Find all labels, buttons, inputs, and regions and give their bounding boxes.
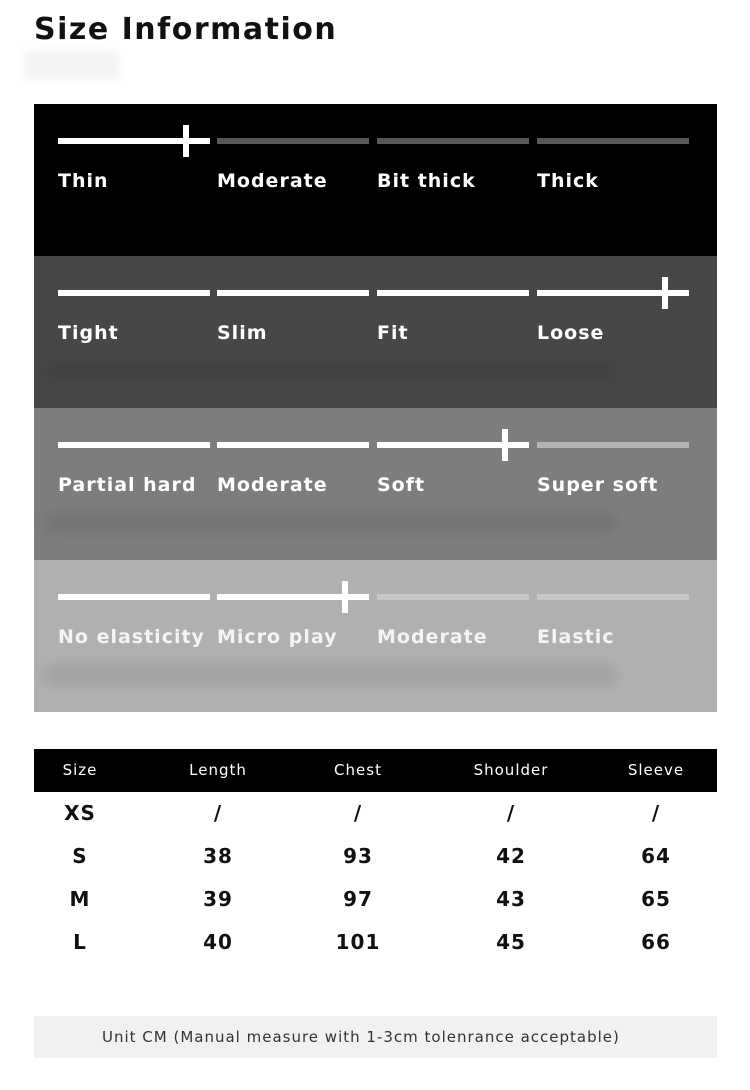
table-cell: 43 [496, 887, 526, 911]
selected-marker [502, 429, 508, 461]
table-cell: / [651, 801, 661, 825]
table-cell: 42 [496, 844, 526, 868]
table-cell: M [69, 887, 91, 911]
table-cell: 39 [203, 887, 233, 911]
table-cell: / [353, 801, 363, 825]
scale-segment [217, 290, 369, 296]
table-cell: 64 [641, 844, 671, 868]
table-row [34, 878, 717, 921]
table-cell: 65 [641, 887, 671, 911]
column-header: Length [189, 761, 247, 779]
table-cell: 97 [343, 887, 373, 911]
scale-segment [58, 594, 210, 600]
row-shadow [44, 513, 617, 533]
attribute-row-softness [34, 408, 717, 560]
table-cell: 101 [335, 930, 381, 954]
scale-option-label: Micro play [217, 626, 338, 648]
scale-option-label: Slim [217, 322, 268, 344]
scale-segment [217, 442, 369, 448]
table-cell: 38 [203, 844, 233, 868]
scale-segment [377, 138, 529, 144]
attribute-row-fit [34, 256, 717, 408]
table-row [34, 792, 717, 835]
row-shadow [44, 665, 617, 685]
fabric-attributes-panel [34, 104, 717, 712]
table-cell: 93 [343, 844, 373, 868]
scale-option-label: Bit thick [377, 170, 476, 192]
scale-option-label: Moderate [377, 626, 488, 648]
table-row [34, 921, 717, 964]
scale-segment [217, 138, 369, 144]
column-header: Sleeve [627, 761, 685, 779]
scale-option-label: Thin [58, 170, 109, 192]
size-table-body [34, 792, 717, 964]
scale-option-label: Super soft [537, 474, 659, 496]
column-header: Chest [334, 761, 382, 779]
table-cell: 45 [496, 930, 526, 954]
row-shadow [44, 361, 617, 381]
scale-option-label: Moderate [217, 170, 328, 192]
scale-segment [537, 138, 689, 144]
scale-option-label: Elastic [537, 626, 615, 648]
scale-option-label: Loose [537, 322, 605, 344]
scale-segment [377, 290, 529, 296]
scale-segment [537, 594, 689, 600]
scale-segment [377, 594, 529, 600]
row-shadow [44, 209, 617, 229]
table-cell: 40 [203, 930, 233, 954]
size-table-header [34, 749, 717, 792]
table-cell: / [506, 801, 516, 825]
size-table [34, 749, 717, 964]
selected-marker [662, 277, 668, 309]
table-cell: 66 [641, 930, 671, 954]
table-cell: S [72, 844, 88, 868]
table-cell: XS [64, 801, 96, 825]
column-header: Shoulder [473, 761, 549, 779]
table-row [34, 835, 717, 878]
title-underlay [24, 50, 119, 80]
scale-option-label: Partial hard [58, 474, 197, 496]
scale-segment [58, 290, 210, 296]
attribute-row-elasticity [34, 560, 717, 712]
scale-option-label: Moderate [217, 474, 328, 496]
scale-segment [58, 442, 210, 448]
selected-marker [183, 125, 189, 157]
table-cell: / [213, 801, 223, 825]
column-header: Size [62, 761, 98, 779]
attribute-row-thickness [34, 104, 717, 256]
scale-option-label: Soft [377, 474, 426, 496]
scale-option-label: Tight [58, 322, 119, 344]
scale-option-label: Fit [377, 322, 409, 344]
table-cell: L [73, 930, 87, 954]
page-title: Size Information [34, 12, 338, 47]
scale-option-label: Thick [537, 170, 599, 192]
selected-marker [342, 581, 348, 613]
scale-segment [537, 442, 689, 448]
unit-note: Unit CM (Manual measure with 1-3cm tolenrance acceptable) [34, 1016, 717, 1058]
scale-option-label: No elasticity [58, 626, 205, 648]
